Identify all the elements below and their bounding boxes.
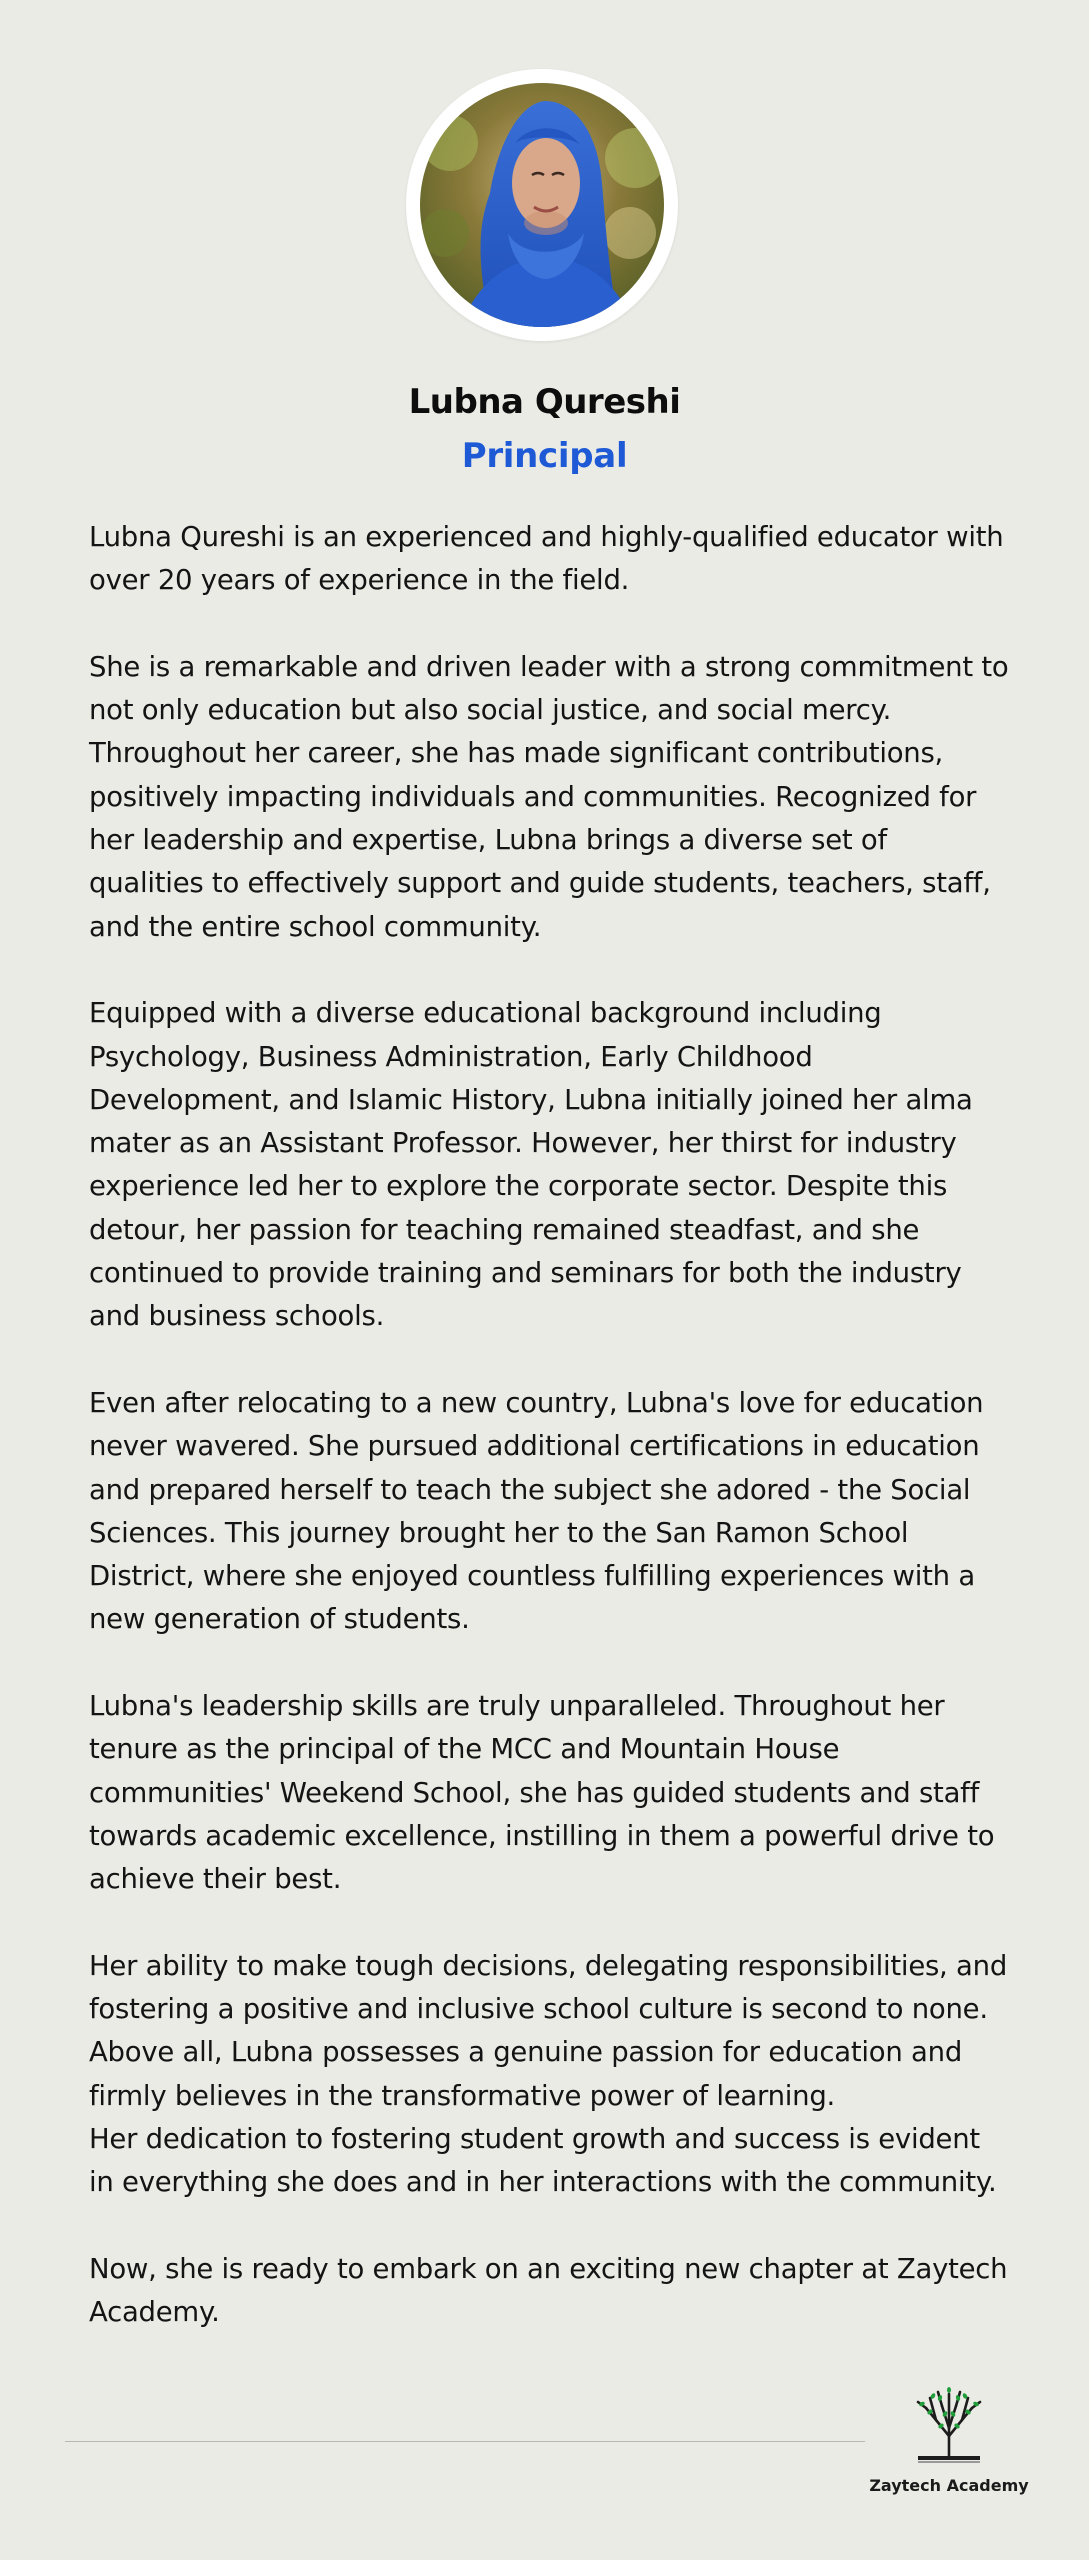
profile-photo-frame [406, 69, 678, 341]
profile-photo [420, 83, 664, 327]
bio-paragraph-6b: Her dedication to fostering student growth and success is evident in everything she does and in her interactions with the community. [89, 2122, 997, 2199]
bio-paragraph-3: Equipped with a diverse educational background including Psychology, Business Administration, Early Childhood Development, and Islamic History, Lubna initially joined her alma mater as an Assistant Professor. However, her thirst for industry experience led her to explore the corporate sector. Despite this detour, her passion for teaching remained steadfast, and she continued to provide training and seminars for both the industry and business schools. [89, 997, 973, 1333]
tree-logo-icon [900, 2384, 998, 2464]
bio-paragraph-2: She is a remarkable and driven leader with a strong commitment to not only education but also social justice, and social mercy. Throughout her career, she has made significant contributions, positively impacting individuals and communities. Recognized for her leadership and expertise, Lubna brings a diverse set of qualities to effectively support and guide students, teachers, staff, and the entire school community. [89, 650, 1009, 943]
profile-name: Lubna Qureshi [408, 382, 681, 422]
bio-paragraph-1: Lubna Qureshi is an experienced and highly-qualified educator with over 20 years of experience in the field. [89, 521, 1004, 597]
footer-divider [65, 2441, 865, 2442]
bio-paragraph-4: Even after relocating to a new country, Lubna's love for education never wavered. She pursued additional certifications in education and prepared herself to teach the subject she adored - the Social Sciences. This journey brought her to the San Ramon School District, where she enjoyed countless fulfilling experiences with a new generation of students. [89, 1386, 984, 1636]
bio-paragraph-7: Now, she is ready to embark on an exciting new chapter at Zaytech Academy. [89, 2252, 1008, 2329]
biography [89, 516, 1009, 2378]
bio-paragraph-5: Lubna's leadership skills are truly unparalleled. Throughout her tenure as the principal of the MCC and Mountain House communities' Weekend School, she has guided students and staff towards academic excellence, instilling in them a powerful drive to achieve their best. [89, 1690, 995, 1896]
bio-paragraph-6a: Her ability to make tough decisions, delegating responsibilities, and fostering a positive and inclusive school culture is second to none. Above all, Lubna possesses a genuine passion for education and firmly believes in the transformative power of learning. [89, 1949, 1008, 2112]
footer-brand-name: Zaytech Academy [869, 2476, 1029, 2495]
profile-role: Principal [461, 436, 628, 476]
portrait-photo-icon [420, 83, 664, 327]
